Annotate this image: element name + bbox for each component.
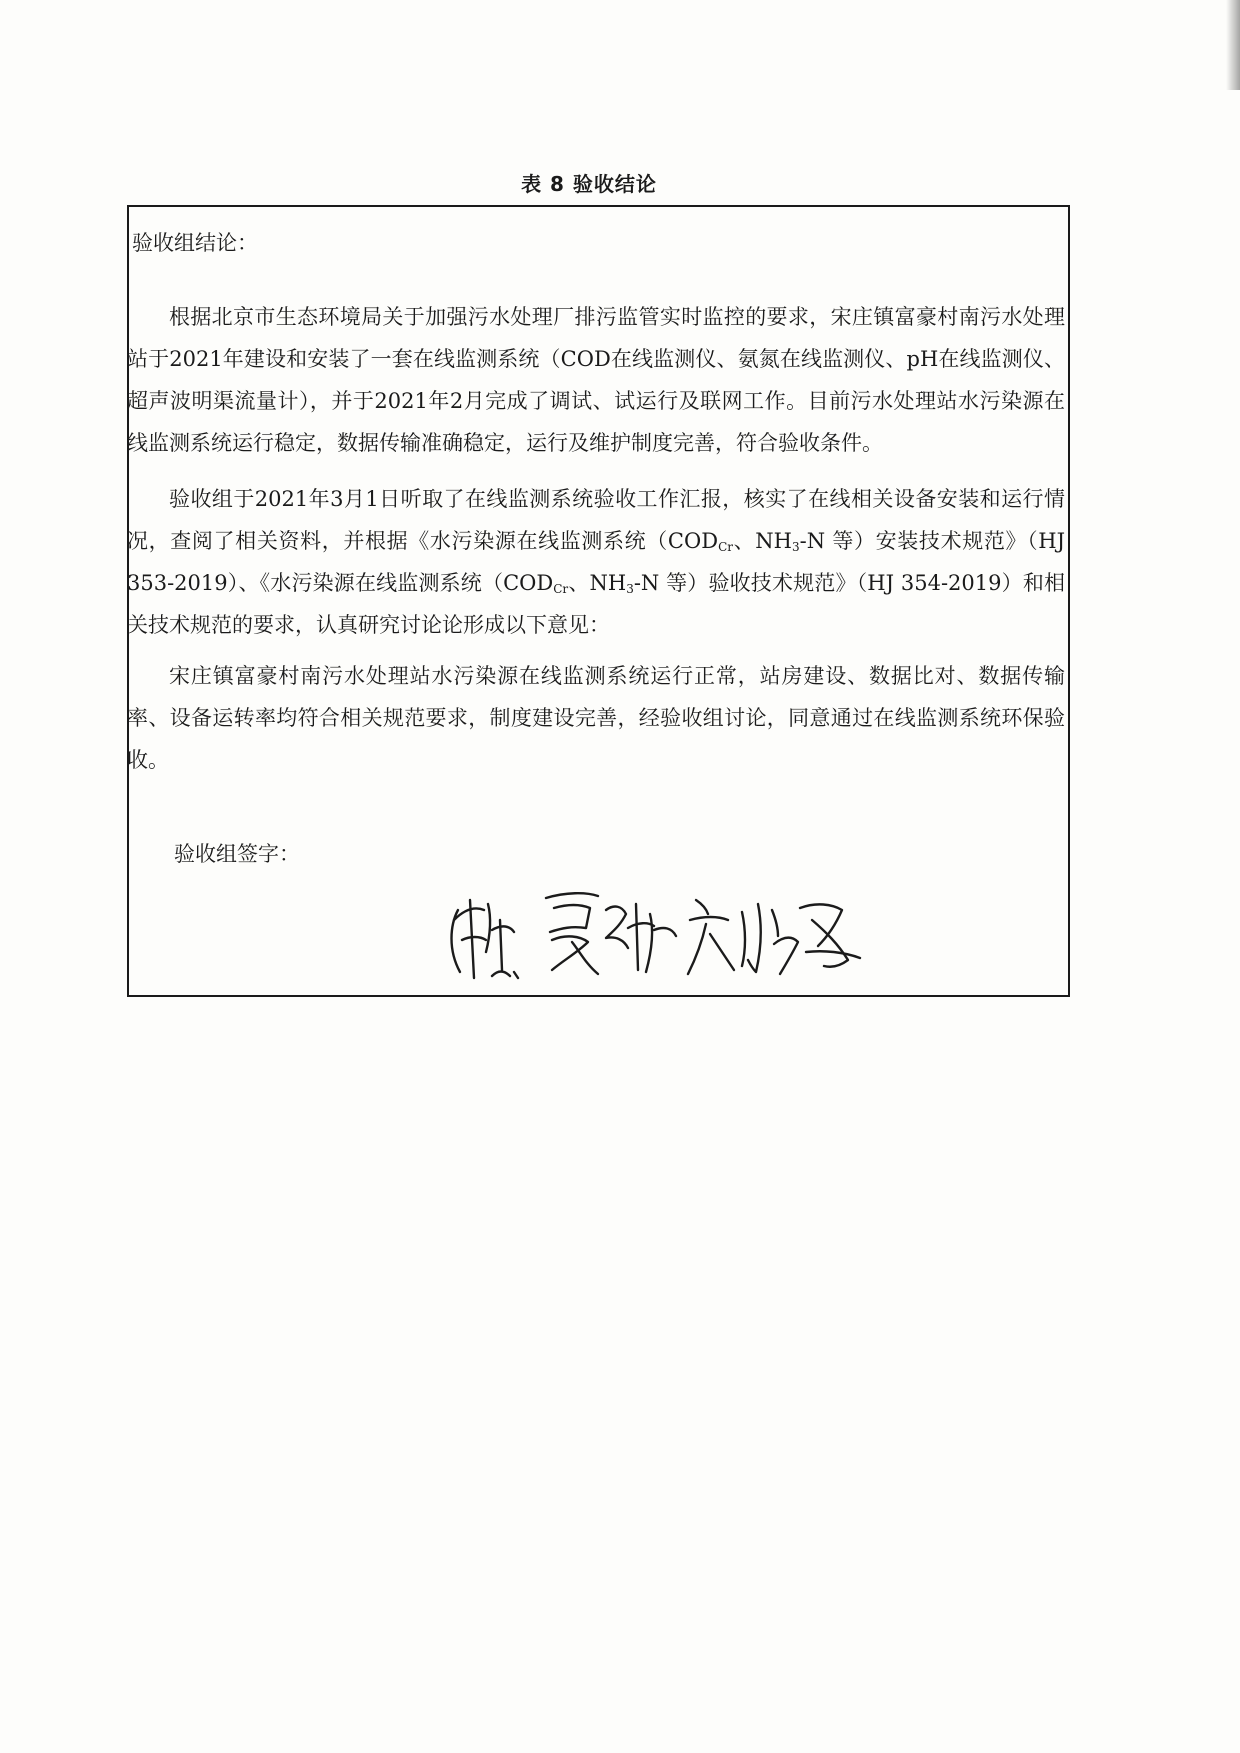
paragraph-2-text-c: -N 等）安装技术规范》（HJ 353-2019）、《水污染源在线监测系统（COD [127, 529, 1065, 595]
signature-label: 验收组签字： [174, 842, 300, 866]
table-title: 表 8 验收结论 [521, 172, 657, 196]
section-heading: 验收组结论： [132, 231, 258, 255]
paragraph-background: 根据北京市生态环境局关于加强污水处理厂排污监管实时监控的要求，宋庄镇富豪村南污水处理站于2021年建设和安装了一套在线监测系统（COD在线监测仪、氨氮在线监测仪、pH在线监测仪、超声波明渠流量计），并于2021年2月完成了调试、试运行及联网工作。目前污水处理站水污染源在线监测系统运行稳定，数据传输准确稳定，运行及维护制度完善，符合验收条件。 [127, 305, 1065, 455]
paragraph-conclusion: 宋庄镇富豪村南污水处理站水污染源在线监测系统运行正常，站房建设、数据比对、数据传输率、设备运转率均符合相关规范要求，制度建设完善，经验收组讨论，同意通过在线监测系统环保验收。 [127, 664, 1065, 772]
subscript-cr: Cr [718, 540, 733, 554]
signature-1 [452, 900, 519, 978]
subscript-cr-2: Cr [553, 582, 569, 596]
paragraph-2-text-e: -N 等）验收技术规范》（HJ 354-2019）和相关技术规范的要求，认真研究讨论论形成以下意见： [127, 571, 1065, 637]
paragraph-review-process [127, 478, 1065, 646]
handwritten-signatures [440, 880, 880, 990]
subscript-3-2: 3 [626, 582, 634, 596]
paragraph-2-text-d: 、NH [568, 571, 627, 595]
signature-3 [688, 900, 860, 974]
signature-2 [546, 893, 676, 974]
paragraph-2-text-b: 、NH [732, 529, 792, 553]
paragraph-2-text-a: 验收组于2021年3月1日听取了在线监测系统验收工作汇报，核实了在线相关设备安装和运行情况，查阅了相关资料，并根据《水污染源在线监测系统（COD [127, 487, 1065, 553]
scan-edge-shadow [1226, 0, 1240, 90]
subscript-3: 3 [791, 540, 800, 554]
